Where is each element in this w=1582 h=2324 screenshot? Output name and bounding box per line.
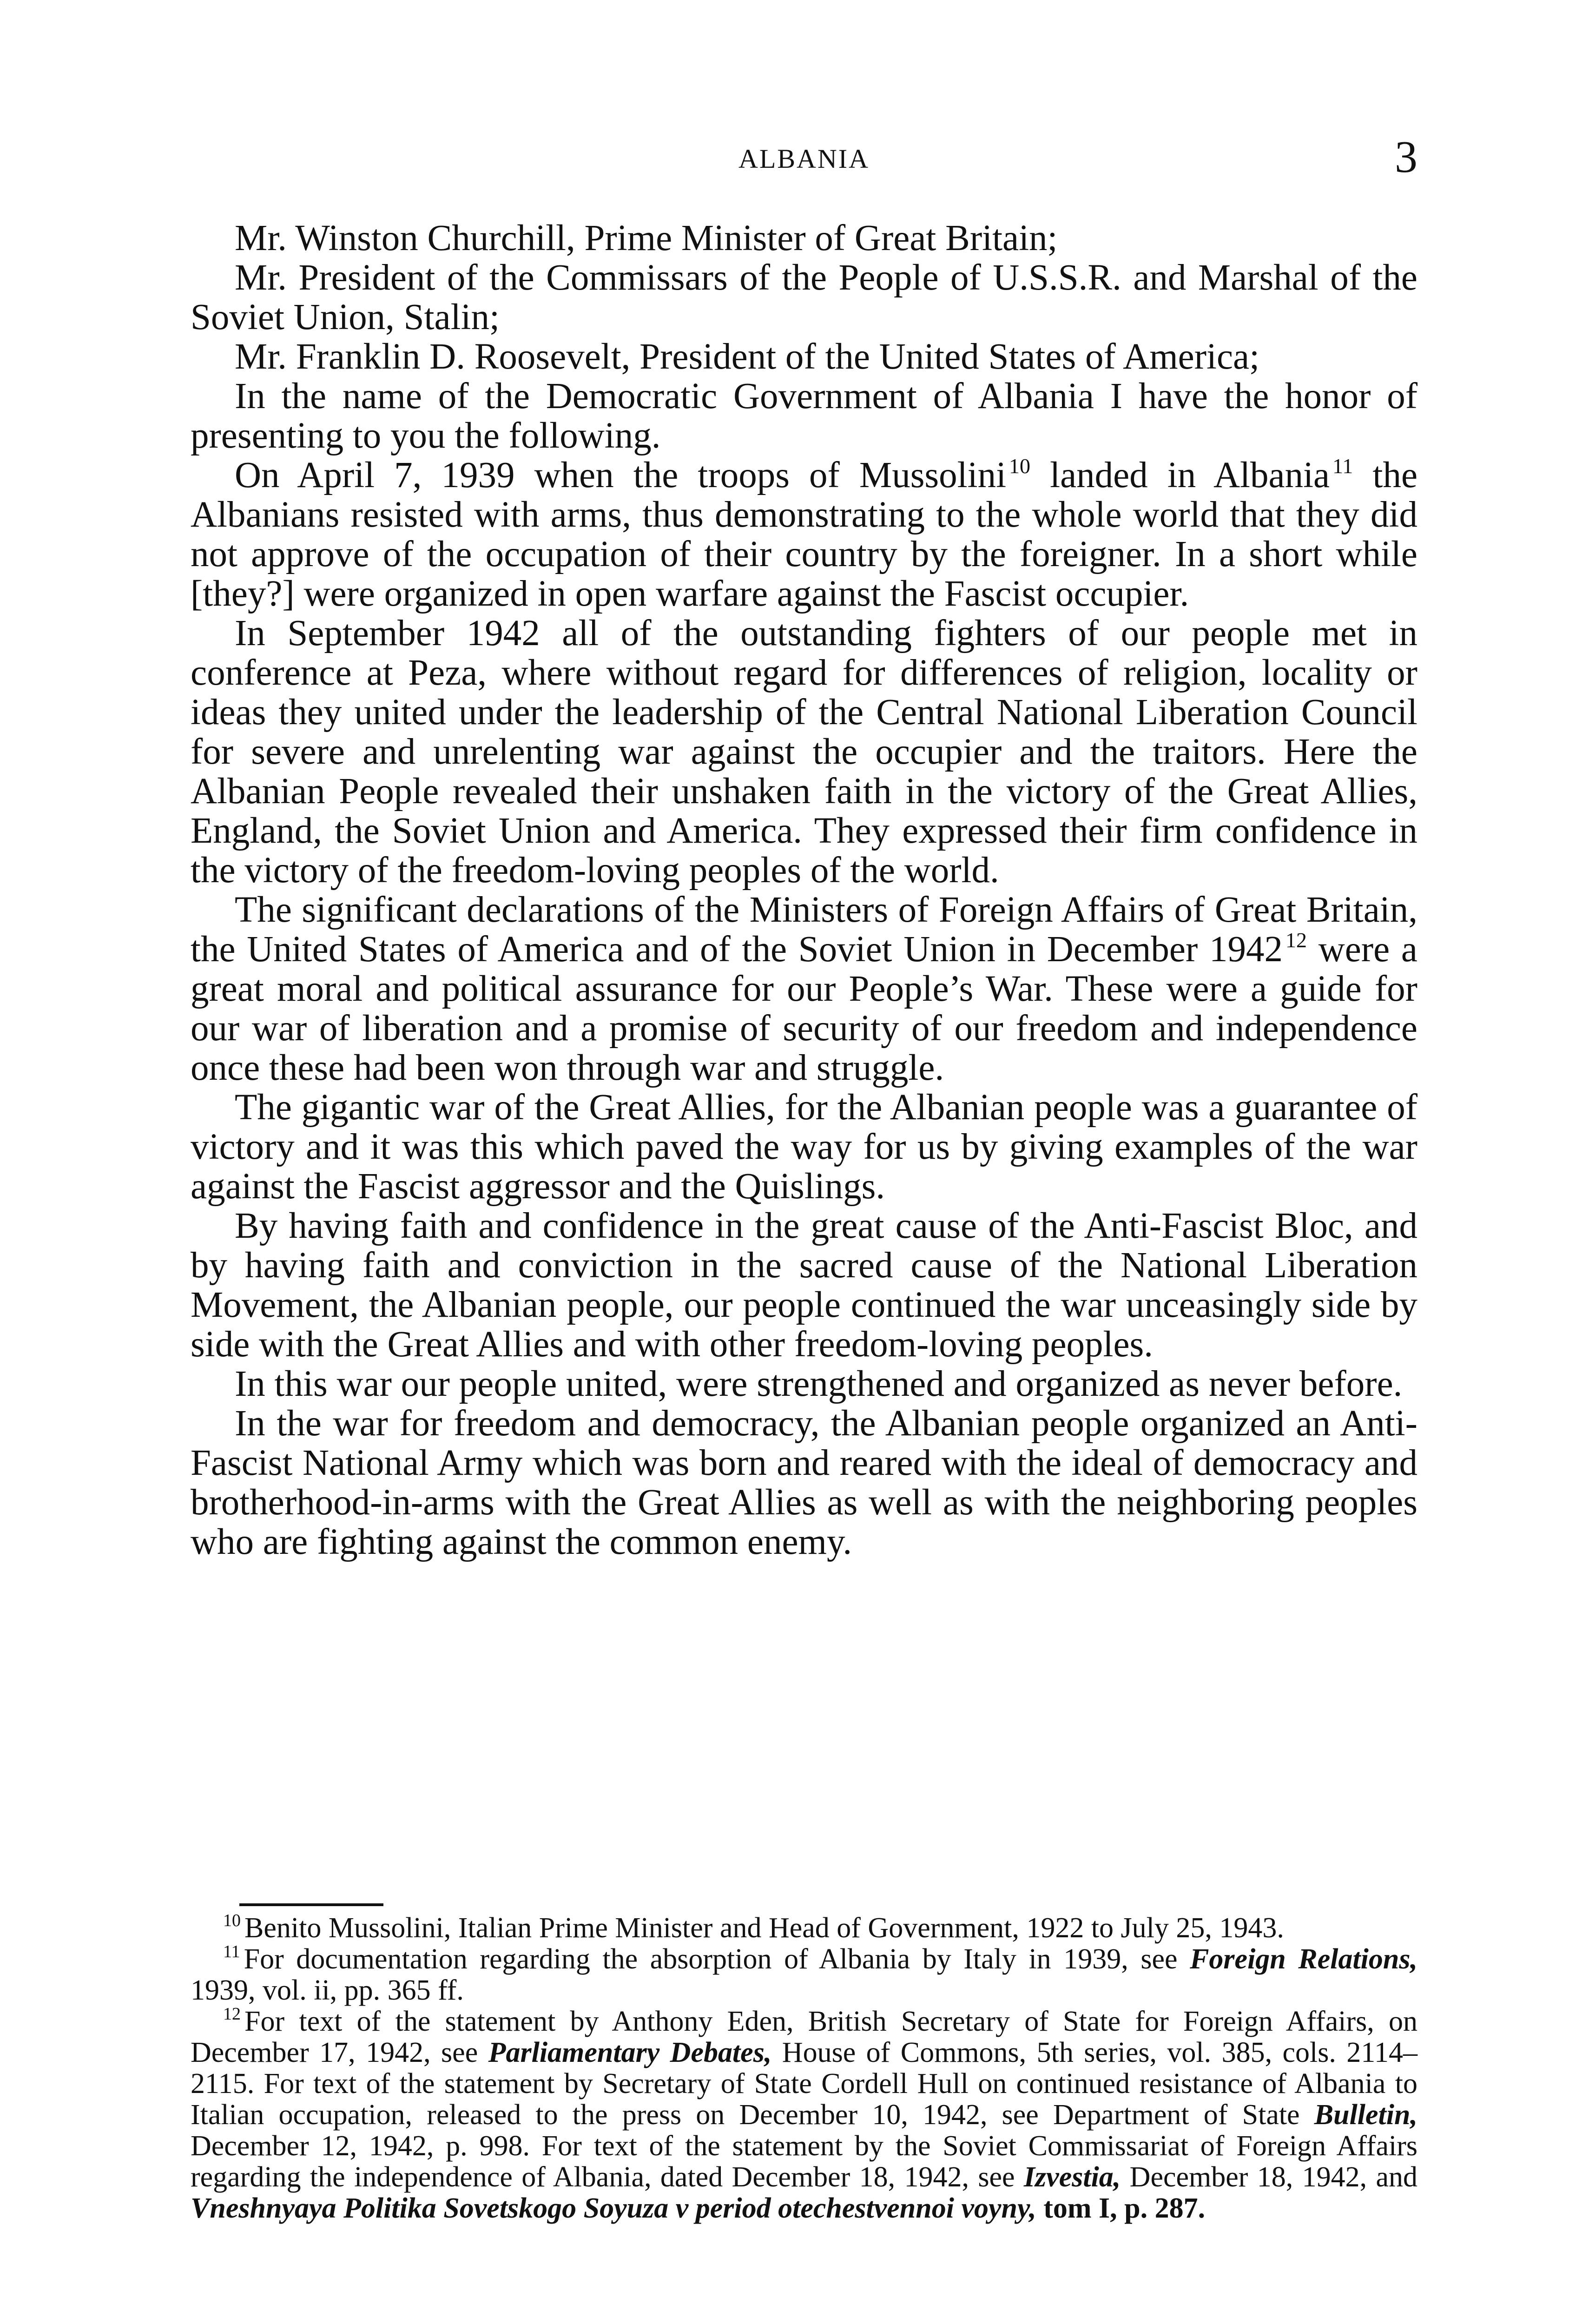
paragraph-army: In the war for freedom and democracy, the Albanian people organized an Anti-Fascist National Army which was born and reared with the ideal of democracy and brotherhood-in-arms with the Great Allies as well as with the neighboring peoples who are fighting against the common enemy. (191, 1403, 1417, 1562)
footnote-11-text-a: For documentation regarding the absorption of Albania by Italy in 1939, see (244, 1943, 1178, 1975)
footnote-12-text-c: December 12, 1942, p. 998. For text of the statement by the Soviet Commissariat of Foreign Affairs regarding the independence of Albania, dated December 18, 1942, see (191, 2130, 1417, 2193)
footnote-12-citation-parliamentary-debates: Parliamentary Debates, (488, 2037, 772, 2068)
footnote-11 (191, 1944, 1417, 2006)
footnote-12-text-e: tom I, p. 287. (1043, 2192, 1206, 2224)
paragraph-declarations-text-a: The significant declarations of the Ministers of Foreign Affairs of Great Britain, the United States of America and of the Soviet Union in December 1942 (191, 890, 1417, 970)
addressee-churchill: Mr. Winston Churchill, Prime Minister of Great Britain; (235, 218, 1058, 258)
running-head (191, 132, 1417, 186)
addressee-stalin: Mr. President of the Commissars of the People of U.S.S.R. and Marshal of the Soviet Union, Stalin; (191, 257, 1417, 337)
paragraph-september-1942: In September 1942 all of the outstanding fighters of our people met in conference at Peza, where without regard for differences of religion, locality or ideas they united under the leadership of the Central National Liberation Council for severe and unrelenting war against the occupier and the traitors. Here the Albanian People revealed their unshaken faith in the victory of the Great Allies, England, the Soviet Union and America. They expressed their firm confidence in the victory of the freedom-loving peoples of the world. (191, 613, 1417, 891)
paragraph-united: In this war our people united, were strengthened and organized as never before. (235, 1364, 1403, 1404)
body-text (191, 218, 1417, 1562)
footnote-11-text-b: 1939, vol. ii, pp. 365 ff. (191, 1974, 464, 2006)
paragraph-faith: By having faith and confidence in the great cause of the Anti-Fascist Bloc, and by having faith and conviction in the sacred cause of the National Liberation Movement, the Albanian people, our people continued the war unceasingly side by side with the Great Allies and with other freedom-loving peoples. (191, 1206, 1417, 1365)
paragraph-declarations-text-b: were a great moral and political assurance for our People’s War. These were a guide for our war of liberation and a promise of security of our freedom and independence once these had been won through war and struggle. (191, 929, 1418, 1088)
footnote-12-text-b: House of Commons, 5th series, vol. 385, cols. 2114–2115. For text of the statement by Secretary of State Cordell Hull on continued resistance of Albania to Italian occupation, released to the press on December 10, 1942, see Department of State (191, 2037, 1418, 2131)
footnotes (191, 1913, 1417, 2224)
footnote-divider (239, 1903, 383, 1906)
footnote-10 (191, 1913, 1417, 1944)
footnote-12-citation-vneshnyaya-politika: Vneshnyaya Politika Sovetskogo Soyuza v period otechestvennoi voyny, (191, 2192, 1036, 2224)
footnote-ref-12: 12 (1285, 928, 1307, 952)
footnote-12-citation-izvestia: Izvestia, (1023, 2161, 1121, 2193)
page-number: 3 (1395, 132, 1417, 182)
paragraph-april-1939-text-a: On April 7, 1939 when the troops of Mussolini (235, 455, 1007, 495)
paragraph-gigantic-war: The gigantic war of the Great Allies, for the Albanian people was a guarantee of victory and it was this which paved the way for us by giving examples of the war against the Fascist aggressor and the Quislings. (191, 1087, 1417, 1207)
addressee-roosevelt: Mr. Franklin D. Roosevelt, President of the United States of America; (235, 337, 1260, 377)
paragraph-april-1939 (191, 456, 1417, 614)
footnote-11-marker: 11 (223, 1942, 240, 1961)
footnote-11-citation-foreign-relations: Foreign Relations, (1190, 1943, 1418, 1975)
paragraph-april-1939-text-c: the Albanians resisted with arms, thus demonstrating to the whole world that they did not approve of the occupation of their country by the foreigner. In a short while [they?] were organized in open warfare against the Fascist occupier. (191, 455, 1418, 614)
footnote-ref-10: 10 (1009, 454, 1031, 478)
paragraph-intro: In the name of the Democratic Government of Albania I have the honor of presenting to you the following. (191, 376, 1417, 456)
footnote-12-marker: 12 (223, 2004, 241, 2024)
footnote-10-text: Benito Mussolini, Italian Prime Minister and Head of Government, 1922 to July 25, 1943. (244, 1912, 1284, 1944)
footnote-12-text-d: December 18, 1942, and (1129, 2161, 1418, 2193)
paragraph-april-1939-text-b: landed in Albania (1050, 455, 1330, 495)
running-title: ALBANIA (738, 144, 870, 174)
footnote-12-text-a: For text of the statement by Anthony Eden, British Secretary of State for Foreign Affairs, on December 17, 1942, see (191, 2006, 1417, 2068)
footnote-12 (191, 2006, 1417, 2224)
footnote-12-citation-bulletin: Bulletin, (1314, 2099, 1417, 2131)
footnote-10-marker: 10 (223, 1911, 241, 1930)
paragraph-declarations (191, 890, 1417, 1088)
footnote-ref-11: 11 (1332, 454, 1353, 478)
